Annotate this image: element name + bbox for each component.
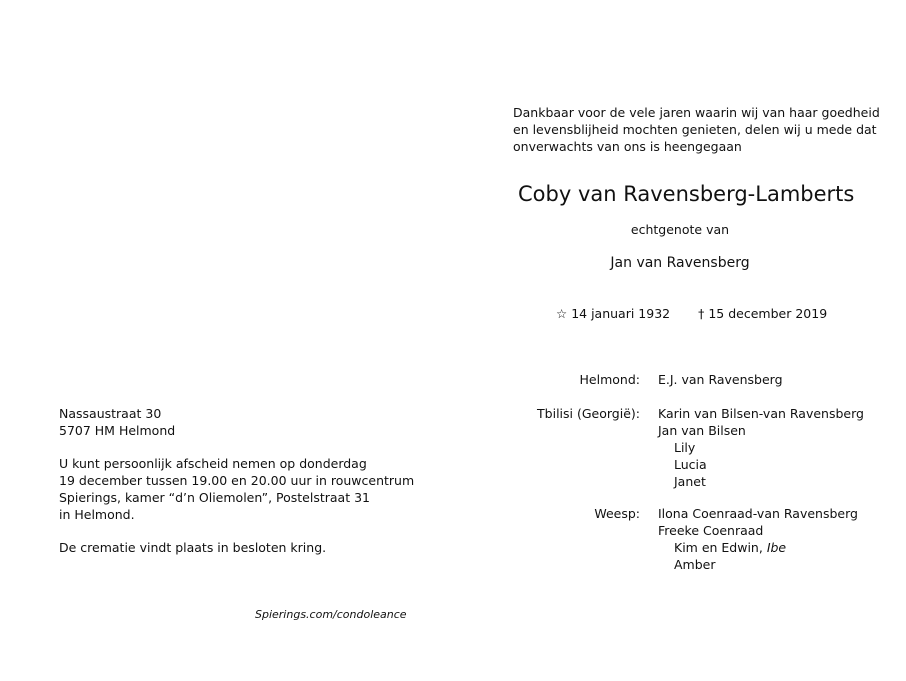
- death-date: 15 december 2019: [708, 306, 828, 321]
- star-icon: ☆: [556, 306, 568, 321]
- spouse-label: echtgenote van: [630, 222, 730, 237]
- address-street: Nassaustraat 30: [59, 406, 162, 421]
- family-member: [658, 522, 858, 539]
- family-members: [658, 505, 858, 573]
- family-location: Helmond:: [579, 372, 640, 387]
- family-member-name: Ilona Coenraad-van Ravensberg: [658, 506, 858, 521]
- family-member-name: Karin van Bilsen-van Ravensberg: [658, 406, 864, 421]
- family-members: [658, 371, 783, 388]
- family-location: Tbilisi (Georgië):: [537, 406, 640, 421]
- family-member-child: Ibe: [766, 540, 787, 555]
- condolence-website: Spierings.com/condoleance: [255, 608, 407, 621]
- family-member-name: Lucia: [674, 457, 707, 472]
- intro-line: Dankbaar voor de vele jaren waarin wij van haar goedheid: [513, 105, 880, 120]
- spouse-name: Jan van Ravensberg: [610, 255, 750, 271]
- life-dates: [556, 305, 827, 322]
- cremation-text: De crematie vindt plaats in besloten kring.: [59, 540, 327, 555]
- intro-line: en levensblijheid mochten genieten, delen wij u mede dat: [513, 122, 877, 137]
- contact-info: [59, 405, 414, 556]
- address-postal-city: 5707 HM Helmond: [59, 423, 176, 438]
- family-member: [658, 371, 783, 388]
- family-member-name: Jan van Bilsen: [658, 423, 746, 438]
- farewell-line: 19 december tussen 19.00 en 20.00 uur in rouwcentrum: [59, 473, 415, 488]
- family-member-name: Lily: [674, 440, 696, 455]
- family-member-name: E.J. van Ravensberg: [658, 372, 783, 387]
- family-member: [658, 405, 864, 422]
- intro-line: onverwachts van ons is heengegaan: [513, 139, 742, 154]
- family-member-name: Kim en Edwin,: [674, 540, 767, 555]
- family-member: [658, 456, 864, 473]
- family-member: [658, 539, 858, 556]
- farewell-line: Spierings, kamer “d’n Oliemolen”, Postelstraat 31: [59, 490, 370, 505]
- family-member: [658, 439, 864, 456]
- family-member: [658, 505, 858, 522]
- family-member-name: Amber: [674, 557, 716, 572]
- family-member: [658, 422, 864, 439]
- farewell-line: U kunt persoonlijk afscheid nemen op donderdag: [59, 456, 367, 471]
- family-member: [658, 556, 858, 573]
- birth-date: 14 januari 1932: [571, 306, 671, 321]
- farewell-line: in Helmond.: [59, 507, 135, 522]
- family-member: [658, 473, 864, 490]
- intro-text: [513, 104, 880, 155]
- cross-icon: †: [698, 306, 705, 321]
- deceased-name: Coby van Ravensberg-Lamberts: [518, 182, 855, 206]
- family-member-name: Freeke Coenraad: [658, 523, 764, 538]
- family-location: Weesp:: [594, 506, 640, 521]
- family-members: [658, 405, 864, 490]
- family-member-name: Janet: [674, 474, 706, 489]
